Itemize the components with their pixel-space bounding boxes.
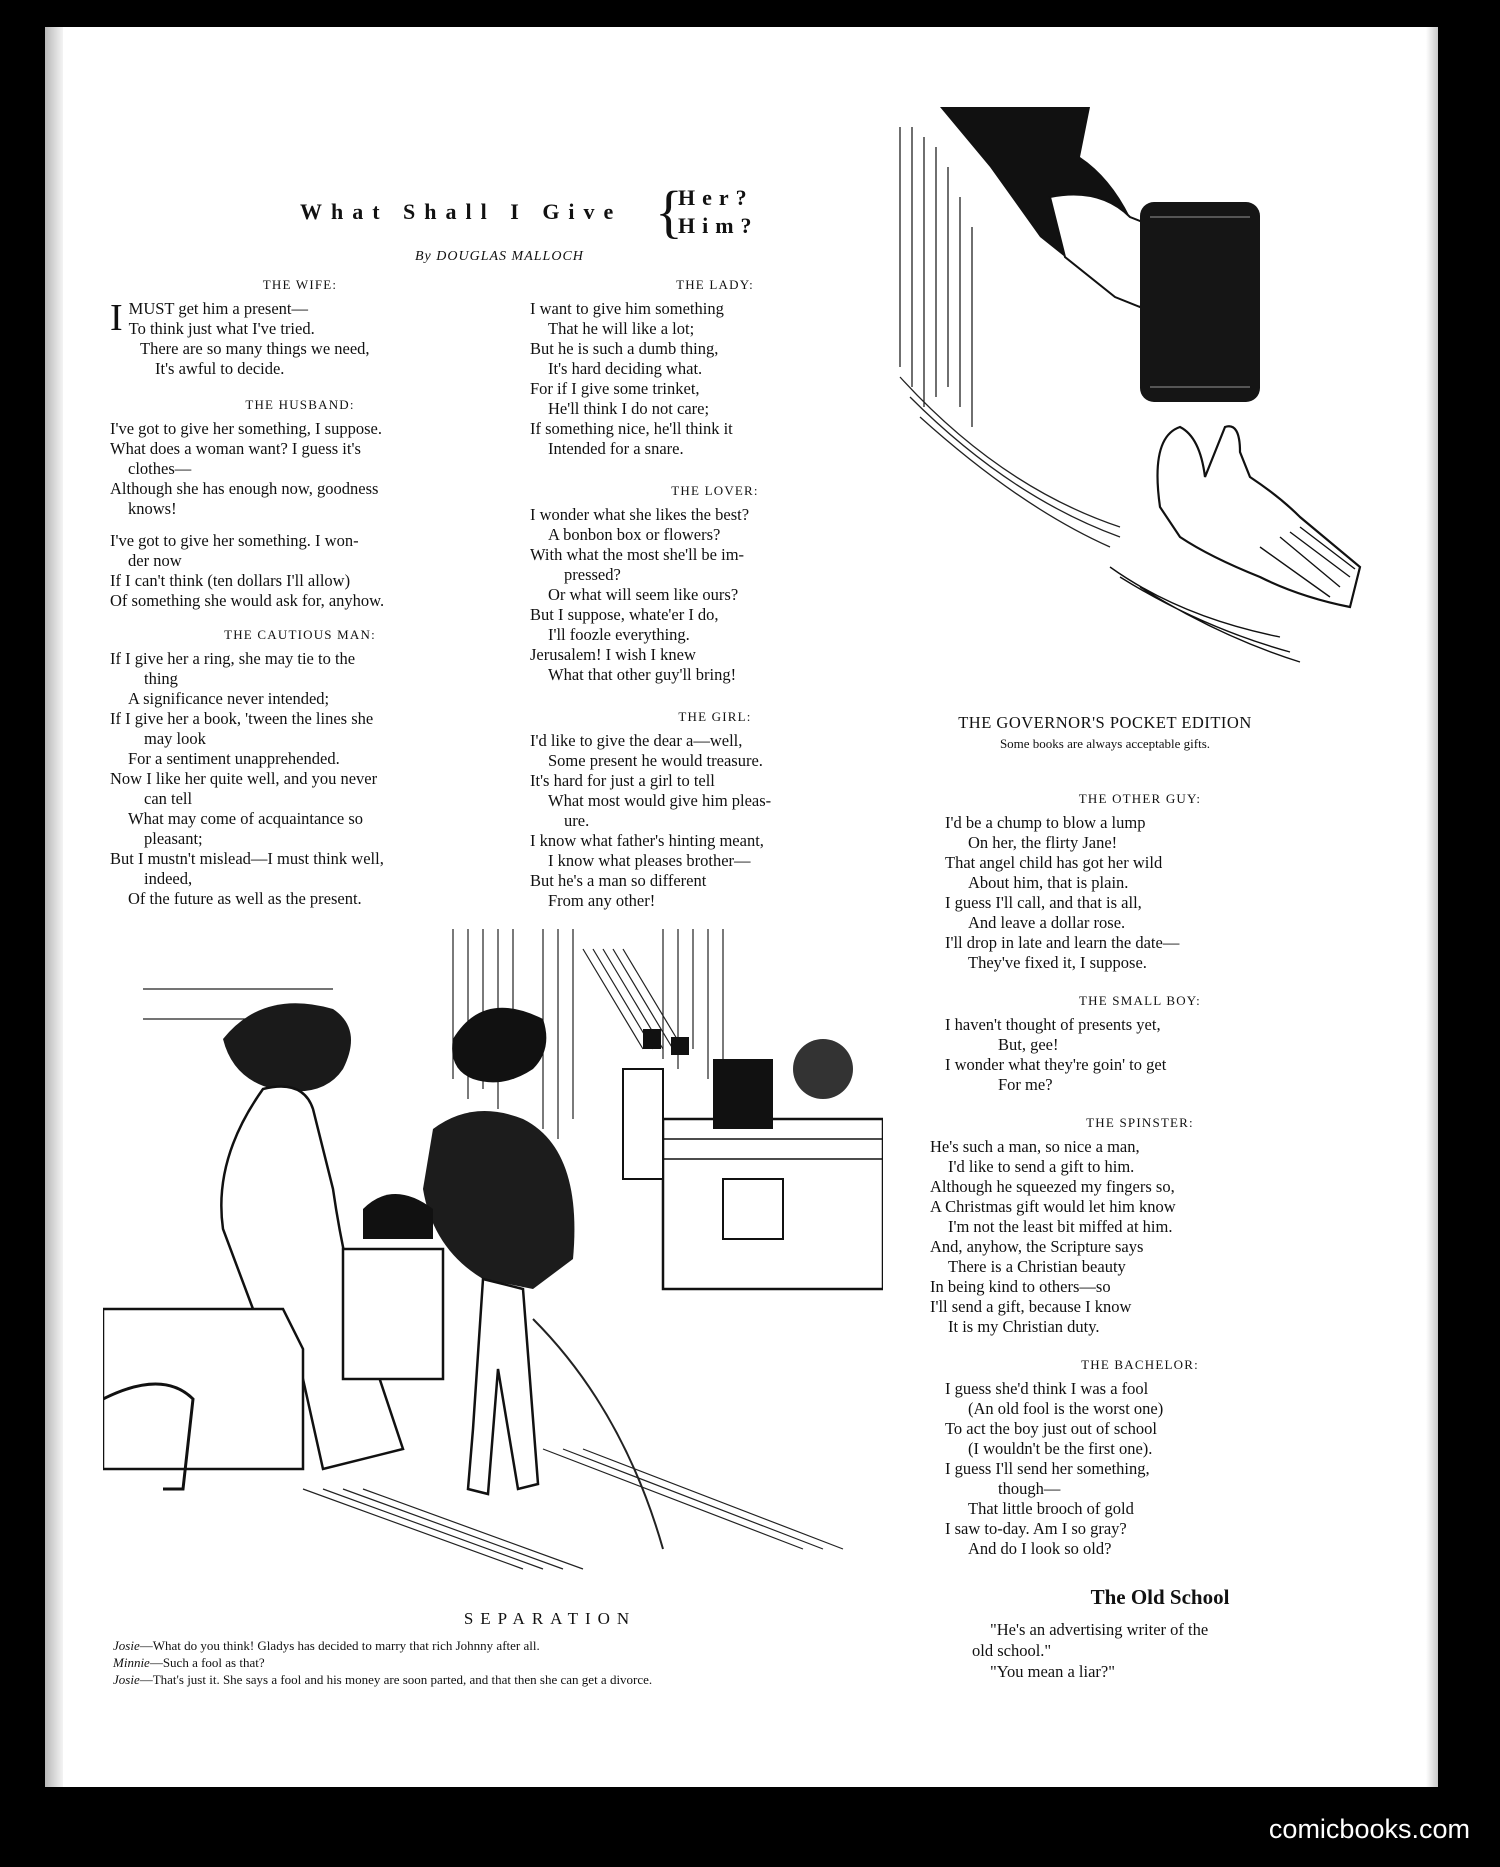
separation-title: SEPARATION — [463, 1609, 637, 1628]
poem-line: indeed, — [144, 869, 193, 888]
poem-line: That angel child has got her wild — [945, 853, 1163, 872]
poem-line: That little brooch of gold — [968, 1499, 1134, 1518]
poem-line: Of something she would ask for, anyhow. — [110, 591, 385, 610]
poem-line: I haven't thought of presents yet, — [945, 1015, 1161, 1034]
poem-line: I've got to give her something, I suppose. — [110, 419, 382, 438]
poem-line: clothes— — [128, 459, 192, 478]
open-hand — [1158, 426, 1361, 607]
drop-cap: I — [110, 297, 123, 339]
poem-line: And leave a dollar rose. — [968, 913, 1126, 932]
poem-line: A Christmas gift would let him know — [930, 1197, 1176, 1216]
poem-line: And do I look so old? — [968, 1539, 1112, 1558]
poem-line: Of the future as well as the present. — [128, 889, 362, 908]
governor-caption: THE GOVERNOR'S POCKET EDITION — [958, 713, 1252, 732]
sheet-music — [723, 1179, 783, 1239]
poem-line: About him, that is plain. — [968, 873, 1129, 892]
poem-line: From any other! — [548, 891, 656, 910]
byline: By DOUGLAS MALLOCH — [415, 249, 584, 264]
title-him: Him? — [678, 213, 759, 238]
poem-line: I saw to-day. Am I so gray? — [945, 1519, 1127, 1538]
magazine-page — [45, 27, 1438, 1787]
poem-line: Some present he would treasure. — [548, 751, 763, 770]
poem-line: I guess I'll call, and that is all, — [945, 893, 1142, 912]
old-school-title: The Old School — [1090, 1585, 1230, 1609]
poem-line: der now — [128, 551, 182, 570]
poem-line: If I give her a ring, she may tie to the — [110, 649, 356, 668]
poem-line: He's such a man, so nice a man, — [930, 1137, 1140, 1156]
poem-line: Intended for a snare. — [548, 439, 684, 458]
poem-line: If something nice, he'll think it — [530, 419, 733, 438]
poem-line: MUST get him a present— — [128, 299, 308, 318]
poem-line: Now I like her quite well, and you never — [110, 769, 378, 788]
bench — [103, 1309, 303, 1469]
stanza-spinster — [930, 1113, 1350, 1337]
poem-line: It's hard for just a girl to tell — [530, 771, 715, 790]
poem-line: I'm not the least bit miffed at him. — [948, 1217, 1173, 1236]
title-main: What Shall I Give — [300, 199, 623, 224]
stanza-heading: THE BACHELOR: — [1081, 1357, 1199, 1372]
poem-line: With what the most she'll be im- — [530, 545, 745, 564]
poem-line: I know what pleases brother— — [548, 851, 751, 870]
stanza-heading: THE HUSBAND: — [245, 397, 355, 412]
dialog-line — [113, 1654, 963, 1671]
dialog-line — [113, 1671, 963, 1688]
poem-line: I'll drop in late and learn the date— — [945, 933, 1180, 952]
flower-bouquet — [793, 1039, 853, 1099]
poem-line: And, anyhow, the Scripture says — [930, 1237, 1144, 1256]
poem-line: though— — [998, 1479, 1061, 1498]
poem-line: For if I give some trinket, — [530, 379, 700, 398]
poem-line: A significance never intended; — [128, 689, 330, 708]
stanza-lady — [530, 275, 900, 459]
stanza-heading: THE SMALL BOY: — [1078, 993, 1201, 1008]
poem-line: (An old fool is the worst one) — [968, 1399, 1164, 1418]
poem-line: On her, the flirty Jane! — [968, 833, 1118, 852]
poem-line: I'll send a gift, because I know — [930, 1297, 1132, 1316]
stanza-small-boy — [930, 991, 1350, 1095]
poem-line: I know what father's hinting meant, — [530, 831, 764, 850]
stanza-heading: THE OTHER GUY: — [1078, 791, 1202, 806]
dialog-speaker: Minnie — [113, 1655, 150, 1670]
title-her: Her? — [678, 185, 754, 210]
poem-line: ure. — [564, 811, 590, 830]
poem-line: There is a Christian beauty — [948, 1257, 1126, 1276]
poem-line: It's hard deciding what. — [548, 359, 703, 378]
dialog-text: —That's just it. She says a fool and his money are soon parted, and that then she can get a divorce. — [139, 1672, 653, 1687]
stanza-bachelor — [930, 1355, 1350, 1559]
poem-line: But I suppose, whate'er I do, — [530, 605, 719, 624]
poem-line: For me? — [998, 1075, 1053, 1094]
poem-line: If I can't think (ten dollars I'll allow) — [110, 571, 351, 590]
poem-line: What may come of acquaintance so — [128, 809, 364, 828]
poem-line: It's awful to decide. — [155, 359, 285, 378]
poem-line: thing — [144, 669, 178, 688]
stanza-heading: THE SPINSTER: — [1086, 1115, 1194, 1130]
poem-line: What does a woman want? I guess it's — [110, 439, 361, 458]
poem-line: But he is such a dumb thing, — [530, 339, 719, 358]
poem-line: I'd like to send a gift to him. — [948, 1157, 1135, 1176]
dialog-line — [113, 1637, 963, 1654]
stanza-heading: THE WIFE: — [262, 277, 338, 292]
title-brace: { — [655, 179, 683, 244]
governor-pocket-illustration — [880, 107, 1415, 707]
poem-title — [300, 175, 800, 245]
trunk — [343, 1249, 443, 1379]
governor-subcaption: Some books are always acceptable gifts. — [999, 736, 1211, 751]
poem-line: I've got to give her something. I won- — [110, 531, 359, 550]
poem-line: It is my Christian duty. — [948, 1317, 1100, 1336]
poem-line: For a sentiment unapprehended. — [128, 749, 340, 768]
poem-line: To act the boy just out of school — [945, 1419, 1157, 1438]
poem-line: Jerusalem! I wish I knew — [530, 645, 696, 664]
stanza-heading: THE LOVER: — [671, 483, 759, 498]
joke-line: "You mean a liar?" — [990, 1662, 1115, 1681]
poem-line: I guess I'll send her something, — [945, 1459, 1150, 1478]
stanza-heading: THE GIRL: — [678, 709, 752, 724]
dialog-text: —Such a fool as that? — [149, 1655, 265, 1670]
poem-column-2 — [530, 275, 900, 923]
stanza-husband — [110, 395, 490, 611]
poem-line: What most would give him pleas- — [548, 791, 772, 810]
watermark: comicbooks.com — [1268, 1814, 1470, 1844]
poem-line: pressed? — [564, 565, 621, 584]
dialog-speaker: Josie — [113, 1672, 140, 1687]
poem-line: I wonder what they're goin' to get — [945, 1055, 1167, 1074]
stanza-other-guy — [930, 789, 1350, 973]
poem-line: Although she has enough now, goodness — [110, 479, 379, 498]
poem-line: If I give her a book, 'tween the lines she — [110, 709, 374, 728]
poem-line: (I wouldn't be the first one). — [968, 1439, 1153, 1458]
poem-line: I'll foozle everything. — [548, 625, 690, 644]
poem-line: I'd like to give the dear a—well, — [530, 731, 743, 750]
poem-line: knows! — [128, 499, 177, 518]
poem-line: pleasant; — [144, 829, 203, 848]
joke-line: "He's an advertising writer of the — [990, 1620, 1209, 1639]
poem-line: But I mustn't mislead—I must think well, — [110, 849, 384, 868]
top-hat — [643, 1029, 661, 1049]
poem-line: To think just what I've tried. — [128, 319, 315, 338]
poem-line: can tell — [144, 789, 193, 808]
joke-line: old school." — [972, 1641, 1052, 1660]
poem-line: He'll think I do not care; — [548, 399, 710, 418]
dialog-speaker: Josie — [113, 1638, 140, 1653]
poem-line: A bonbon box or flowers? — [548, 525, 721, 544]
stanza-heading: THE LADY: — [676, 277, 754, 292]
dialog-text: —What do you think! Gladys has decided to marry that rich Johnny after all. — [139, 1638, 540, 1653]
poem-column-1 — [110, 275, 490, 921]
stanza-heading: THE CAUTIOUS MAN: — [224, 627, 376, 642]
poem-line: But, gee! — [998, 1035, 1059, 1054]
pocket-book — [1140, 202, 1260, 402]
poem-line: But he's a man so different — [530, 871, 707, 890]
separation-dialog — [113, 1637, 963, 1688]
stanza-girl — [530, 707, 900, 911]
poem-column-3 — [930, 789, 1350, 1571]
background-figure — [623, 1069, 663, 1179]
poem-line: I'd be a chump to blow a lump — [945, 813, 1146, 832]
stanza-cautious-man — [110, 625, 490, 909]
poem-line: I guess she'd think I was a fool — [945, 1379, 1149, 1398]
separation-illustration — [103, 929, 883, 1591]
poem-line: Or what will seem like ours? — [548, 585, 739, 604]
poem-line: In being kind to others—so — [930, 1277, 1111, 1296]
poem-line: What that other guy'll bring! — [548, 665, 737, 684]
poem-line: I wonder what she likes the best? — [530, 505, 750, 524]
poem-line: I want to give him something — [530, 299, 724, 318]
stanza-wife — [110, 275, 490, 379]
poem-line: There are so many things we need, — [140, 339, 370, 358]
old-school-text — [972, 1619, 1342, 1682]
top-hat — [671, 1037, 689, 1055]
flowers — [713, 1059, 773, 1129]
page-gutter-right — [1426, 27, 1438, 1787]
poem-line: That he will like a lot; — [548, 319, 695, 338]
stanza-lover — [530, 481, 900, 685]
poem-line: may look — [144, 729, 206, 748]
page-gutter-left — [45, 27, 63, 1787]
poem-line: Although he squeezed my fingers so, — [930, 1177, 1175, 1196]
poem-line: They've fixed it, I suppose. — [968, 953, 1147, 972]
